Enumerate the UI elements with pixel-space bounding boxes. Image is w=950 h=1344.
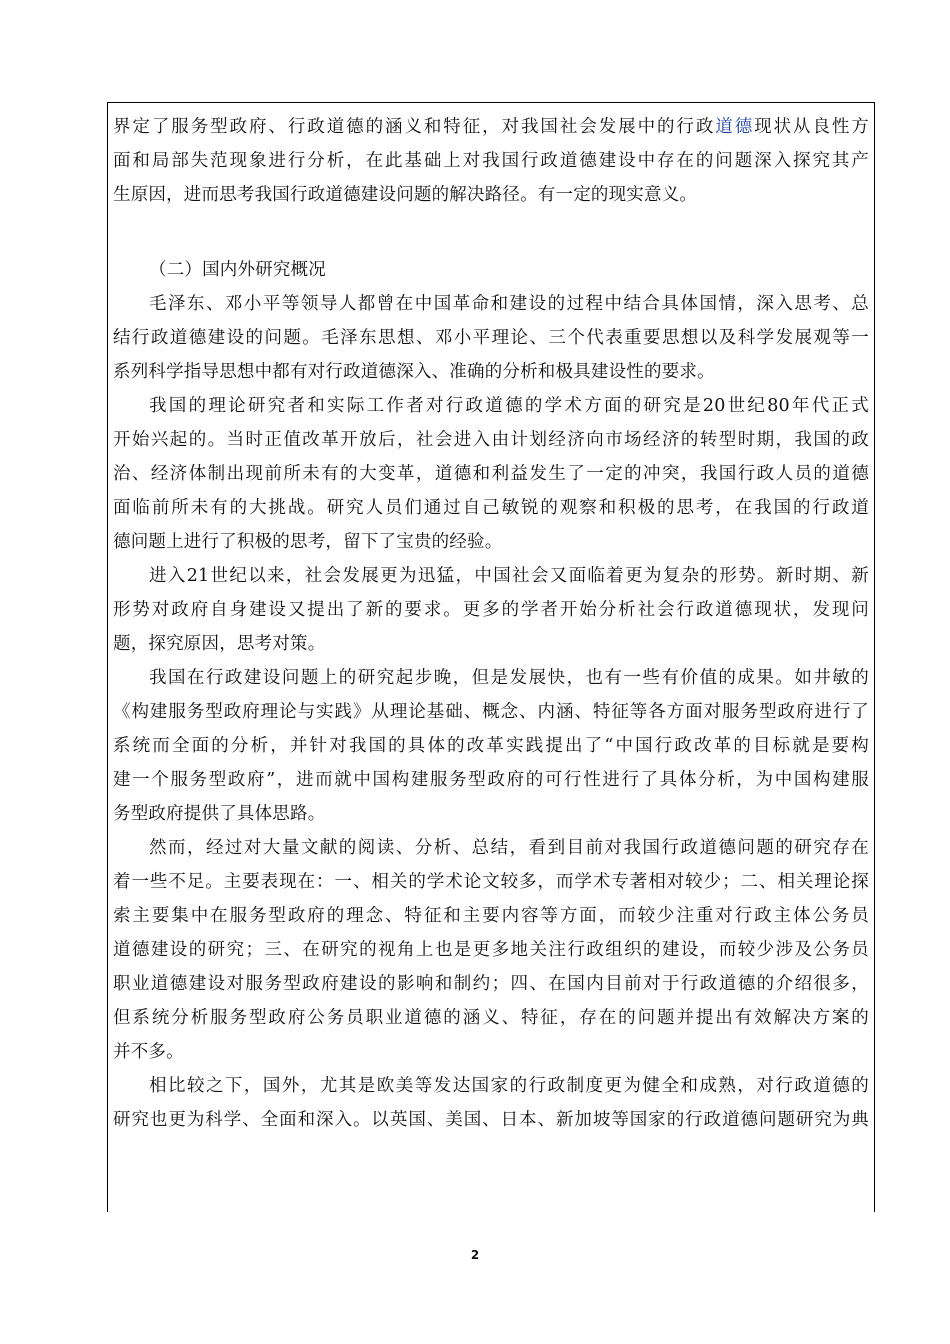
- intro-line-2: 面和局部失范现象进行分析，在此基础上对我国行政道德建设中存在的问题深入探究其产: [113, 151, 869, 171]
- paragraph-line: 治、经济体制出现前所未有的大变革，道德和利益发生了一定的冲突，我国行政人员的道德: [113, 464, 869, 484]
- paragraph-line: 相比较之下，国外，尤其是欧美等发达国家的行政制度更为健全和成熟，对行政道德的: [149, 1076, 869, 1096]
- paragraph-line: 《构建服务型政府理论与实践》从理论基础、概念、内涵、特征等各方面对服务型政府进行了: [113, 702, 869, 722]
- paragraph-line: 开始兴起的。当时正值改革开放后，社会进入由计划经济向市场经济的转型时期，我国的政: [113, 430, 869, 450]
- section-heading: （二）国内外研究概况: [149, 260, 326, 280]
- paragraph-line: 德问题上进行了积极的思考，留下了宝贵的经验。: [113, 532, 503, 552]
- paragraph-line: 我国在行政建设问题上的研究起步晚，但是发展快，也有一些有价值的成果。如井敏的: [149, 668, 869, 688]
- paragraph-line: 系列科学指导思想中都有对行政道德深入、准确的分析和极具建设性的要求。: [113, 362, 715, 382]
- paragraph-line: 着一些不足。主要表现在：一、相关的学术论文较多，而学术专著相对较少；二、相关理论探: [113, 872, 869, 892]
- intro-line-3: 生原因，进而思考我国行政道德建设问题的解决路径。有一定的现实意义。: [113, 185, 698, 205]
- paragraph-line: 进入21世纪以来，社会发展更为迅猛，中国社会又面临着更为复杂的形势。新时期、新: [149, 566, 869, 586]
- intro-line-1: 界定了服务型政府、行政道德的涵义和特征，对我国社会发展中的行政道德现状从良性方: [113, 117, 869, 137]
- paragraph-line: 然而，经过对大量文献的阅读、分析、总结，看到目前对我国行政道德问题的研究存在: [149, 838, 869, 858]
- paragraph-line: 建一个服务型政府”，进而就中国构建服务型政府的可行性进行了具体分析，为中国构建服: [113, 770, 869, 790]
- paragraph-line: 务型政府提供了具体思路。: [113, 804, 326, 824]
- paragraph-line: 面临前所未有的大挑战。研究人员们通过自己敏锐的观察和积极的思考，在我国的行政道: [113, 498, 869, 518]
- paragraph-line: 题，探究原因，思考对策。: [113, 634, 326, 654]
- paragraph-line: 但系统分析服务型政府公务员职业道德的涵义、特征，存在的问题并提出有效解决方案的: [113, 1008, 869, 1028]
- paragraph-line: 我国的理论研究者和实际工作者对行政道德的学术方面的研究是20世纪80年代正式: [149, 396, 869, 416]
- paragraph-line: 形势对政府自身建设又提出了新的要求。更多的学者开始分析社会行政道德现状，发现问: [113, 600, 869, 620]
- paragraph-line: 并不多。: [113, 1042, 184, 1062]
- paragraph-line: 职业道德建设对服务型政府建设的影响和制约；四、在国内目前对于行政道德的介绍很多，: [113, 974, 869, 994]
- paragraph-line: 毛泽东、邓小平等领导人都曾在中国革命和建设的过程中结合具体国情，深入思考、总: [149, 294, 869, 314]
- paragraph-line: 结行政道德建设的问题。毛泽东思想、邓小平理论、三个代表重要思想以及科学发展观等一: [113, 328, 869, 348]
- page-number: 2: [470, 1248, 480, 1262]
- paragraph-line: 道德建设的研究；三、在研究的视角上也是更多地关注行政组织的建设，而较少涉及公务员: [113, 940, 869, 960]
- paragraph-line: 索主要集中在服务型政府的理念、特征和主要内容等方面，而较少注重对行政主体公务员: [113, 906, 869, 926]
- paragraph-line: 研究也更为科学、全面和深入。以英国、美国、日本、新加坡等国家的行政道德问题研究为典: [113, 1110, 869, 1130]
- highlighted-term: 道德: [715, 117, 755, 137]
- paragraph-line: 系统而全面的分析，并针对我国的具体的改革实践提出了“中国行政改革的目标就是要构: [113, 736, 869, 756]
